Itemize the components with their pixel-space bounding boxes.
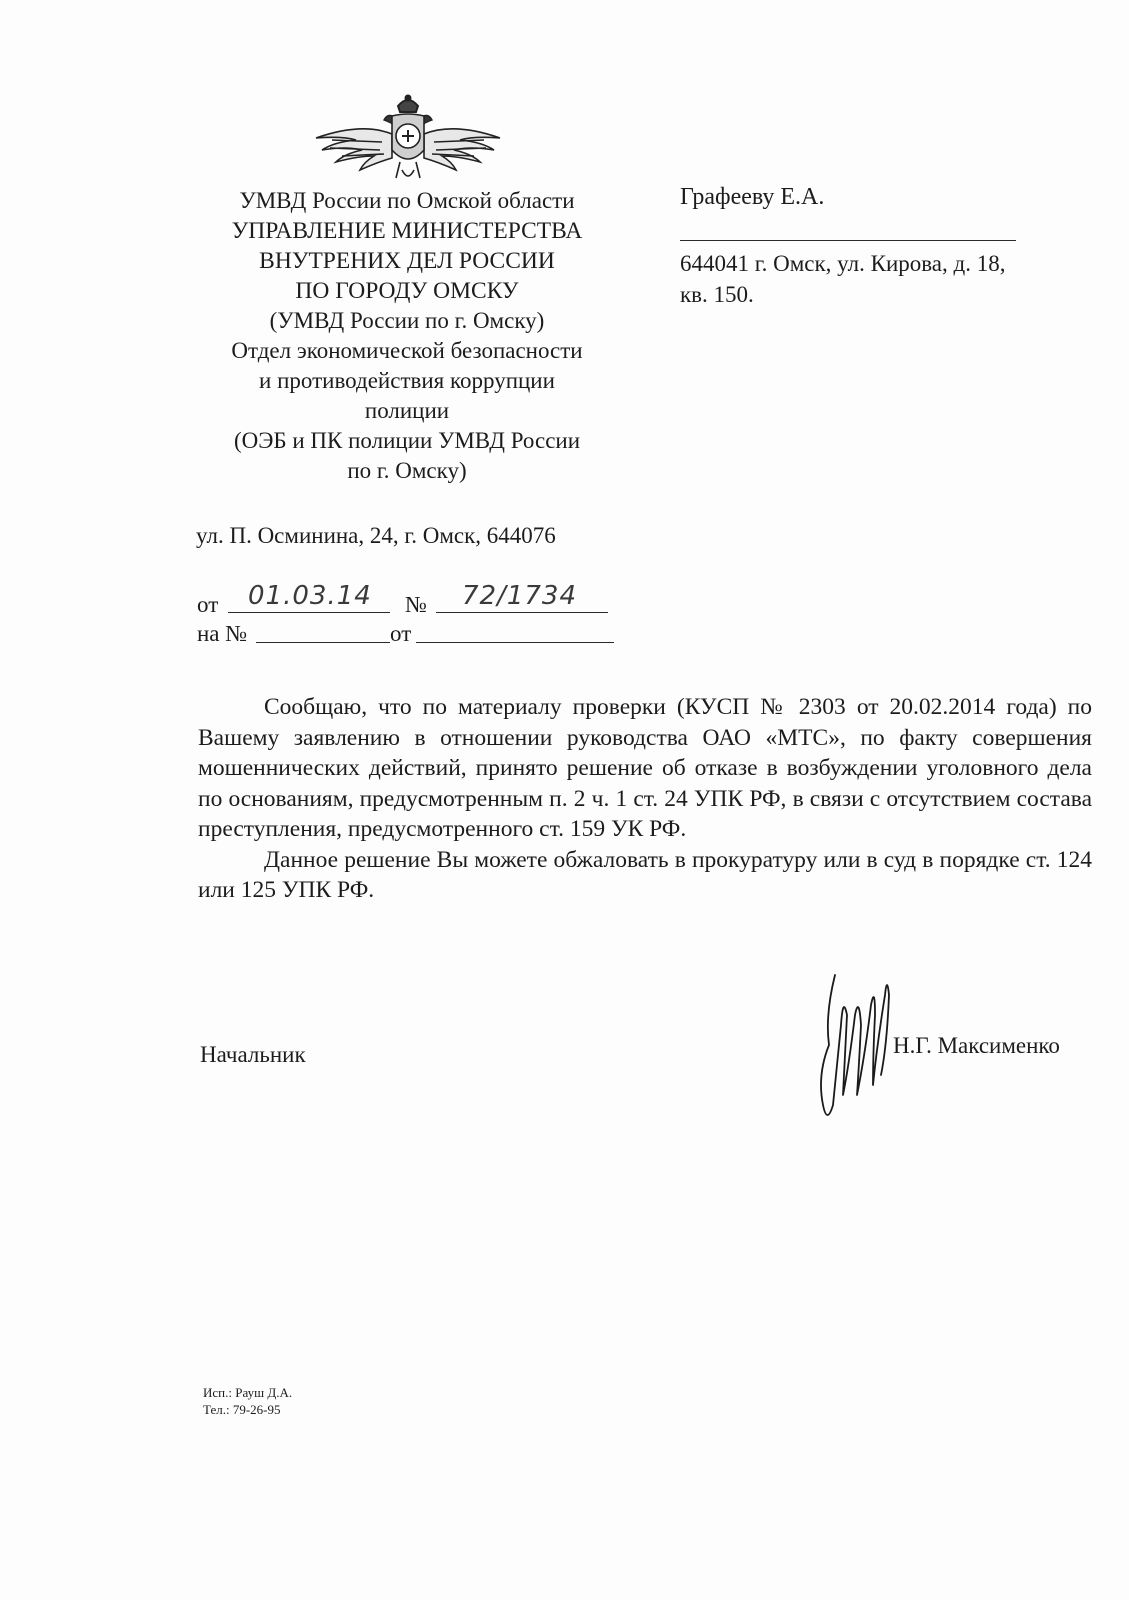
executor-info [203,1384,292,1418]
handwritten-number: 72/1734 [462,581,578,611]
sender-line: УПРАВЛЕНИЕ МИНИСТЕРСТВА [231,218,583,244]
signer-name: Н.Г. Максименко [893,1033,1060,1058]
sender-line: Отдел экономической безопасности [231,338,583,363]
reply-date-blank [416,642,614,643]
recipient-underline [680,240,1016,241]
sender-block [190,186,624,486]
date-blank [228,612,390,613]
sender-line: УМВД России по Омской области [239,188,575,213]
handwritten-signature [815,955,895,1135]
recipient-address-line: кв. 150. [680,282,754,307]
sender-line: (УМВД России по г. Омску) [269,308,545,333]
body-paragraph: Данное решение Вы можете обжаловать в прокуратуру или в суд в порядке ст. 124 или 125 УПК РФ. [198,846,1092,903]
sender-address: ул. П. Осминина, 24, г. Омск, 644076 [196,523,556,548]
signer-position: Начальник [200,1042,306,1067]
recipient-address-line: 644041 г. Омск, ул. Кирова, д. 18, [680,251,1006,276]
sender-line: по г. Омску) [347,458,467,483]
number-label: № [405,592,427,617]
sender-line: и противодействия коррупции [259,368,555,393]
handwritten-date: 01.03.14 [248,581,372,611]
sender-line: (ОЭБ и ПК полиции УМВД России [233,428,581,453]
from-label: от [197,592,219,617]
number-blank [436,612,608,613]
sender-line: ПО ГОРОДУ ОМСКУ [295,278,519,304]
executor-name: Исп.: Рауш Д.А. [203,1385,293,1400]
recipient-address [680,248,1080,310]
reply-number-blank [256,642,390,643]
sender-line: ВНУТРЕНИХ ДЕЛ РОССИИ [259,248,555,274]
executor-phone: Тел.: 79-26-95 [203,1402,281,1417]
letter-body [198,692,1092,906]
double-headed-eagle-emblem-icon [312,92,504,188]
reply-to-label: на № [197,621,248,646]
reply-from-label: от [390,621,412,646]
recipient-name: Графееву Е.А. [680,184,825,210]
sender-line: полиции [364,398,450,423]
body-paragraph: Сообщаю, что по материалу проверки (КУСП № 2303 от 20.02.2014 года) по Вашему заявлению в отношении руководства ОАО «МТС», по факту совершения мошеннических действий, принято решение об отказе в возбуждении уголовного дела по основаниям, предусмотренным п. 2 ч. 1 ст. 24 УПК РФ, в связи с отсутствием состава преступления, предусмотренного ст. 159 УК РФ. [198,694,1092,842]
